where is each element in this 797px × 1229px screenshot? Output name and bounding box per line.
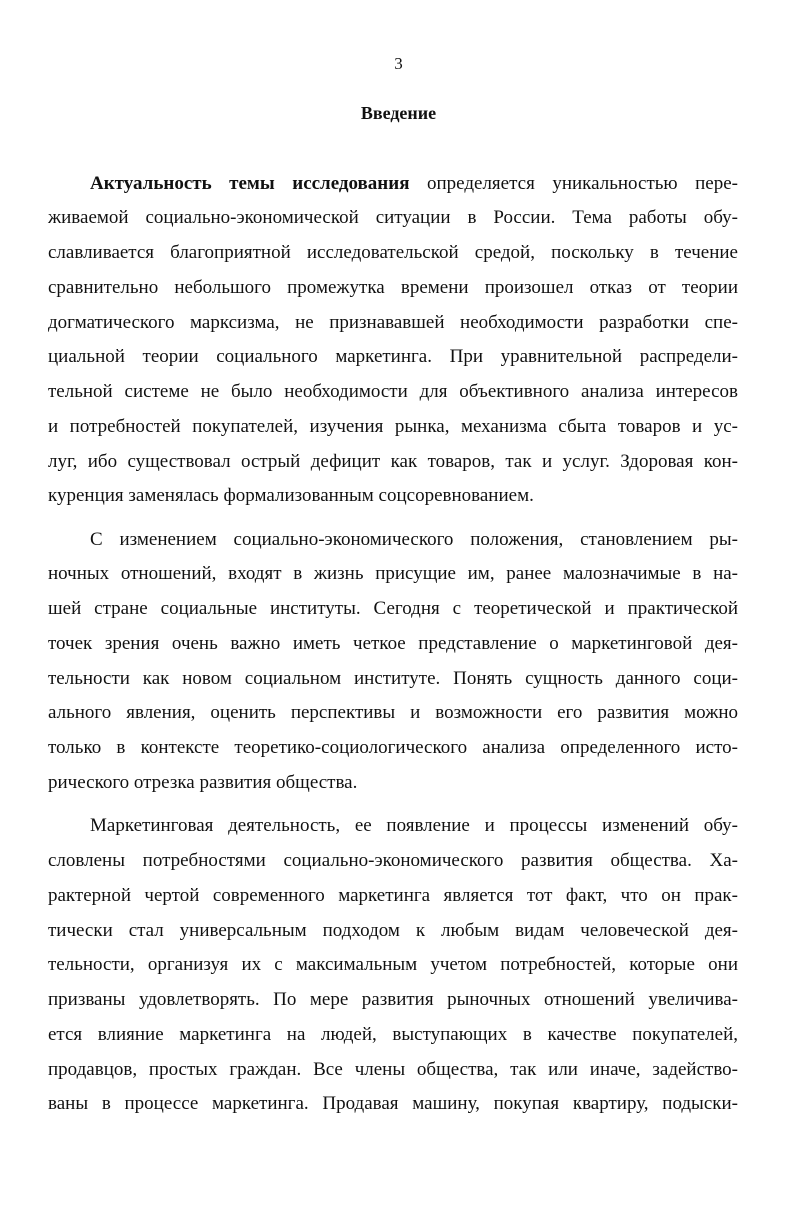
- paragraph-3-line-8: продавцов, простых граждан. Все члены общества, так или иначе, задейство-: [48, 1059, 738, 1080]
- paragraph-1-line-5: догматического марксизма, не признававшей необходимости разработки спе-: [48, 312, 738, 333]
- paragraph-1-line-6: циальной теории социального маркетинга. При уравнительной распредели-: [48, 346, 738, 367]
- paragraph-1-line-10: куренция заменялась формализованным соцсоревнованием.: [48, 485, 534, 506]
- paragraph-2-line-5: тельности как новом социальном институте. Понять сущность данного соци-: [48, 668, 738, 689]
- paragraph-1-line-3: славливается благоприятной исследовательской средой, поскольку в течение: [48, 242, 738, 263]
- paragraph-1-line-8: и потребностей покупателей, изучения рынка, механизма сбыта товаров и ус-: [48, 416, 738, 437]
- paragraph-2-line-3: шей стране социальные институты. Сегодня с теоретической и практической: [48, 598, 738, 619]
- paragraph-3-line-1: Маркетинговая деятельность, ее появление и процессы изменений обу-: [90, 815, 738, 836]
- paragraph-2-line-1: С изменением социально-экономического положения, становлением ры-: [90, 529, 738, 550]
- paragraph-1-line-7: тельной системе не было необходимости для объективного анализа интересов: [48, 381, 738, 402]
- section-heading: Введение: [360, 103, 437, 123]
- paragraph-3-line-5: тельности, организуя их с максимальным учетом потребностей, которые они: [48, 954, 738, 975]
- paragraph-3-line-4: тически стал универсальным подходом к любым видам человеческой дея-: [48, 920, 738, 941]
- paragraph-1-lead-bold: Актуальность темы исследования: [90, 173, 410, 194]
- paragraph-1-line-1-text: определяется уникальностью пере-: [409, 173, 738, 194]
- paragraph-3-line-6: призваны удовлетворять. По мере развития рыночных отношений увеличива-: [48, 989, 738, 1010]
- paragraph-1-line-9: луг, ибо существовал острый дефицит как товаров, так и услуг. Здоровая кон-: [48, 451, 738, 472]
- paragraph-1-line-1: [90, 167, 738, 201]
- paragraph-2-line-2: ночных отношений, входят в жизнь присущие им, ранее малозначимые в на-: [48, 563, 738, 584]
- paragraph-3-line-3: рактерной чертой современного маркетинга является тот факт, что он прак-: [48, 885, 738, 906]
- paragraph-1-line-4: сравнительно небольшого промежутка времени произошел отказ от теории: [48, 277, 738, 298]
- paragraph-3-line-2: словлены потребностями социально-экономического развития общества. Ха-: [48, 850, 738, 871]
- paragraph-2-line-8: рического отрезка развития общества.: [48, 772, 358, 793]
- paragraph-2-line-6: ального явления, оценить перспективы и возможности его развития можно: [48, 702, 738, 723]
- paragraph-1-line-2: живаемой социально-экономической ситуации в России. Тема работы обу-: [48, 207, 738, 228]
- page-number: 3: [394, 54, 403, 73]
- paragraph-3-line-9: ваны в процессе маркетинга. Продавая машину, покупая квартиру, подыски-: [48, 1093, 738, 1114]
- paragraph-2-line-4: точек зрения очень важно иметь четкое представление о маркетинговой дея-: [48, 633, 738, 654]
- paragraph-3-line-7: ется влияние маркетинга на людей, выступающих в качестве покупателей,: [48, 1024, 738, 1045]
- paragraph-2-line-7: только в контексте теоретико-социологического анализа определенного исто-: [48, 737, 738, 758]
